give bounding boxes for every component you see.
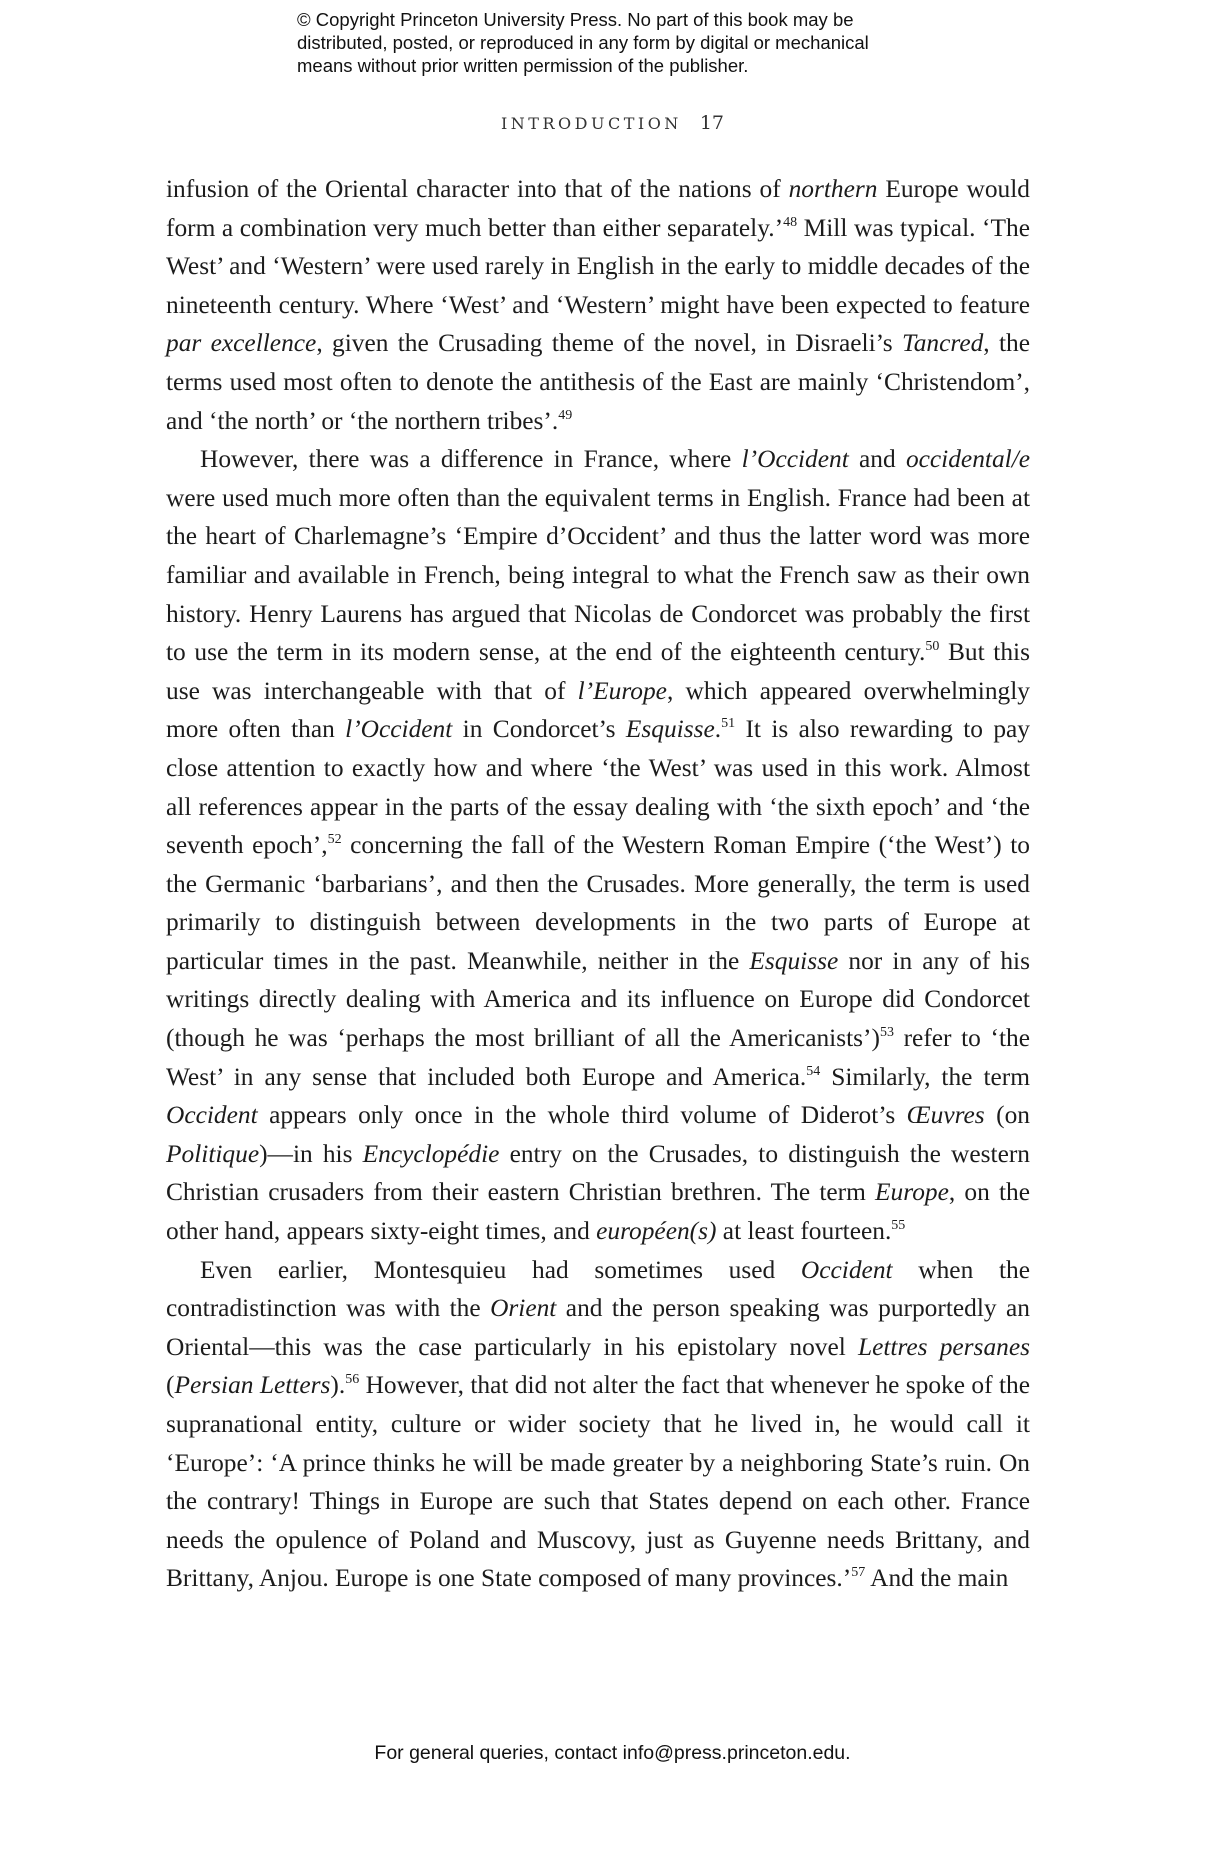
footnote-ref: 56 [345, 1372, 360, 1388]
text-run: were used much more often than the equivalent terms in English. France had been at the heart of Charlemagne’s ‘Empire d’Occident’ and thus the latter word was more familiar and available in French, being integral to what the French saw as their own history. Henry Laurens has argued that Nicolas de Condorcet was probably the first to use the term in its modern sense, at the end of the eighteenth century. [166, 483, 1030, 667]
italic-run: Tancred [901, 329, 984, 358]
text-run: , given the Crusading theme of the novel, in Disraeli’s [316, 329, 902, 358]
italic-run: Politique [166, 1139, 260, 1168]
italic-run: l’Europe [577, 676, 667, 705]
italic-run: Esquisse [625, 715, 715, 744]
body-text [166, 170, 1030, 1598]
footnote-ref: 55 [891, 1218, 906, 1234]
text-run: However, that did not alter the fact that whenever he spoke of the supranational entity, culture or wider society that he lived in, he would call it ‘Europe’: ‘A prince thinks he will be made greater by a neighboring State’s ruin. On the contrary! Things in Europe are such that States depend on each other. France needs the opulence of Poland and Muscovy, just as Guyenne needs Brittany, and Brittany, Anjou. Europe is one State composed of many provinces.’ [166, 1371, 1030, 1593]
text-run: nor in any of his writings directly dealing with America and its influence on Europe did Condorcet (though he was ‘perhaps the most brilliant of all the Americanists’) [166, 946, 1030, 1053]
italic-run: par excellence [166, 329, 317, 358]
italic-run: Lettres persanes [857, 1332, 1030, 1361]
italic-run: Encyclopédie [362, 1139, 500, 1168]
paragraph-3 [166, 1251, 1030, 1598]
text-run: infusion of the Oriental character into that of the nations of [166, 175, 789, 203]
text-run: and [848, 445, 906, 474]
text-run: However, there was a difference in France, where [200, 445, 742, 474]
text-run: Europe would form a combination very much better than either separately.’ [166, 175, 1031, 242]
footnote-ref: 48 [783, 214, 798, 230]
text-run: Mill was typical. ‘The West’ and ‘Western’ were used rarely in English in the early to middle decades of the nineteenth century. Where ‘West’ and ‘Western’ might have been expected to feature [166, 213, 1030, 319]
text-run: And the main [865, 1564, 1009, 1593]
text-run: (on [984, 1101, 1030, 1130]
text-run: entry on the Crusades, to distinguish the western Christian crusaders from their eastern Christian brethren. The term [166, 1139, 1030, 1207]
italic-run: Europe [875, 1178, 949, 1207]
italic-run: Esquisse [749, 946, 839, 975]
text-run: ( [166, 1371, 175, 1400]
text-run: ). [330, 1371, 346, 1400]
italic-run: l’Occident [741, 445, 849, 474]
text-run: and the person speaking was purportedly an Oriental—this was the case particularly in his epistolary novel [166, 1294, 1030, 1361]
italic-run: européen(s) [596, 1217, 717, 1246]
copyright-line: © Copyright Princeton University Press. No part of this book may be [297, 9, 854, 30]
copyright-line: means without prior written permission of the publisher. [297, 55, 749, 76]
text-run: when the contradistinction was with the [166, 1255, 1030, 1323]
italic-run: Persian Letters [174, 1371, 331, 1400]
footnote-ref: 53 [879, 1025, 894, 1041]
footnote-ref: 49 [558, 407, 573, 423]
text-run: refer to ‘the West’ in any sense that included both Europe and America. [166, 1024, 1030, 1091]
copyright-notice [297, 8, 937, 77]
footnote-ref: 54 [806, 1063, 821, 1079]
footnote-ref: 51 [721, 716, 736, 732]
text-run: appears only once in the whole third volume of Diderot’s [257, 1101, 907, 1130]
text-run: Even earlier, Montesquieu had sometimes used [200, 1255, 801, 1284]
italic-run: Orient [490, 1294, 557, 1323]
italic-run: l’Occident [345, 715, 453, 744]
text-run: concerning the fall of the Western Roman Empire (‘the West’) to the Germanic ‘barbarians’, and then the Crusades. More generally, the term is used primarily to distinguish between developments in the two parts of Europe at particular times in the past. Meanwhile, neither in the [166, 831, 1030, 975]
footnote-ref: 57 [851, 1565, 866, 1581]
text-run: Similarly, the term [820, 1062, 1030, 1091]
paragraph-1 [166, 170, 1030, 440]
footer-contact: For general queries, contact info@press.princeton.edu. [374, 1742, 851, 1764]
paragraph-2 [166, 440, 1030, 1250]
text-run: , the terms used most often to denote the antithesis of the East are mainly ‘Christendom’, and ‘the north’ or ‘the northern tribes’. [166, 329, 1031, 435]
italic-run: Occident [800, 1255, 893, 1284]
copyright-line: distributed, posted, or reproduced in any form by digital or mechanical [297, 32, 869, 53]
footnote-ref: 50 [925, 639, 940, 655]
text-run: , on the other hand, appears sixty-eight times, and [166, 1178, 1030, 1246]
text-run: It is also rewarding to pay close attention to exactly how and where ‘the West’ was used in this work. Almost all references appear in the parts of the essay dealing with ‘the sixth epoch’ and ‘the seventh epoch’, [166, 715, 1030, 860]
italic-run: occidental/e [905, 445, 1031, 474]
text-run: But this use was interchangeable with that of [166, 638, 1030, 705]
footnote-ref: 52 [327, 832, 342, 848]
italic-run: Occident [166, 1101, 258, 1130]
text-run: . [714, 715, 722, 744]
text-run: at least fourteen. [716, 1217, 892, 1246]
text-run: )—in his [259, 1139, 363, 1168]
italic-run: Œuvres [906, 1101, 985, 1130]
page-number: 17 [699, 112, 724, 134]
italic-run: northern [788, 175, 878, 203]
text-run: , which appeared overwhelmingly more often than [166, 676, 1030, 744]
text-run: in Condorcet’s [452, 715, 626, 744]
running-head-title: INTRODUCTION [500, 114, 682, 133]
running-head [0, 112, 1225, 134]
